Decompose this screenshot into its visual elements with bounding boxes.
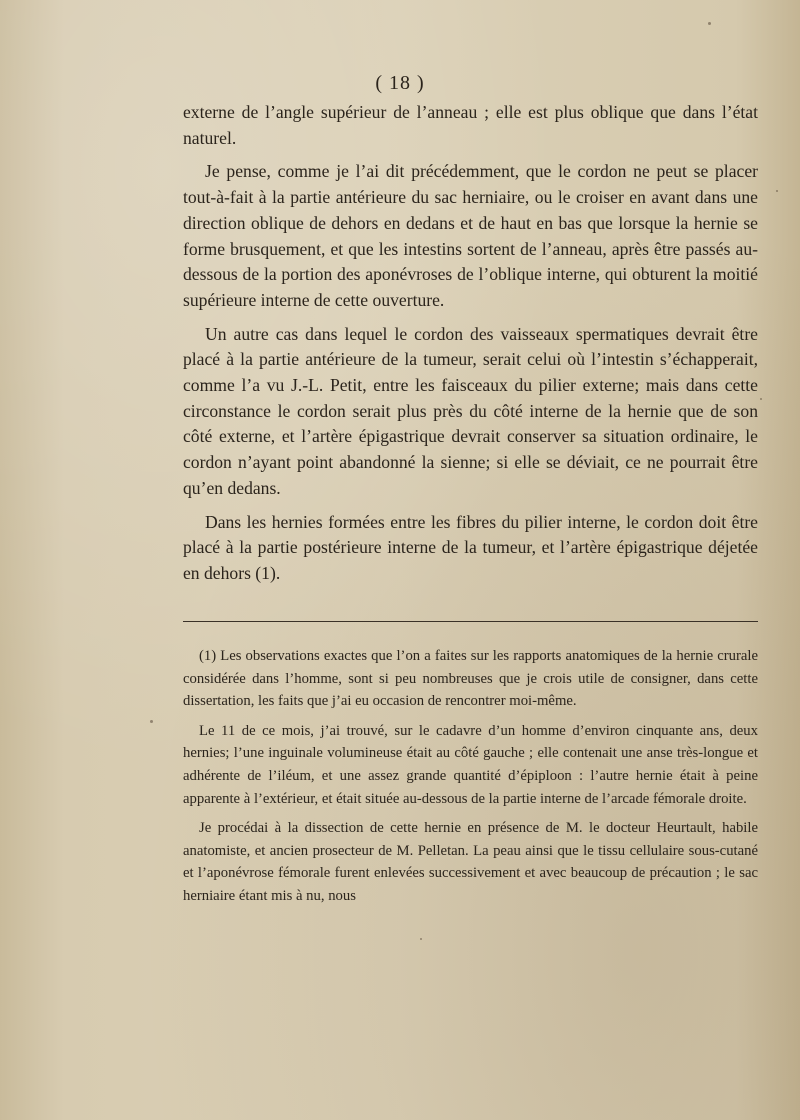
- paper-speck: [760, 398, 762, 400]
- paper-speck: [150, 720, 153, 723]
- body-paragraph: externe de l’angle supérieur de l’anneau ; elle est plus oblique que dans l’état naturel.: [183, 102, 758, 148]
- footnote-paragraph: (1) Les observations exactes que l’on a faites sur les rapports anatomiques de la hernie crurale considérée dans l’homme, sont si peu nombreuses que je crois utile de consigner, dans cette dissertation, les faits que j’ai eu occasion de rencontrer moi-même.: [183, 648, 758, 710]
- body-paragraph: Je pense, comme je l’ai dit précédemment, que le cordon ne peut se placer tout-à-fait à la partie antérieure du sac herniaire, ou le croiser en avant dans une direction oblique de dehors en dedans et de haut en bas que lorsque la hernie se forme brusquement, et que les intestins sortent de l’anneau, après être passés au-dessous de la portion des aponévroses de l’oblique interne, qui obturent la moitié supérieure interne de cette ouverture.: [183, 161, 758, 310]
- footnote: [183, 645, 758, 908]
- paper-speck: [776, 190, 778, 192]
- paper-speck: [420, 938, 422, 940]
- footnote-paragraph: Je procédai à la dissection de cette hernie en présence de M. le docteur Heurtault, habile anatomiste, et ancien prosecteur de M. Pelletan. La peau ainsi que le tissu cellulaire sous-cutané et l’aponévrose fémorale furent enlevées successivement et avec beaucoup de précaution ; le sac herniaire étant mis à nu, nous: [183, 820, 758, 904]
- paper-speck: [708, 22, 711, 25]
- main-text: [183, 100, 758, 587]
- body-paragraph: Un autre cas dans lequel le cordon des vaisseaux spermatiques devrait être placé à la partie antérieure de la tumeur, serait celui où l’intestin s’échapperait, comme l’a vu J.-L. Petit, entre les faisceaux du pilier externe; mais dans cette circonstance le cordon serait plus près du côté interne de la hernie que de son côté externe, et l’artère épigastrique devrait conserver sa situation ordinaire, le cordon n’ayant point abandonné la sienne; si elle se déviait, ce ne pourrait être qu’en dedans.: [183, 323, 758, 498]
- page-number: ( 18 ): [375, 72, 425, 94]
- footnote-paragraph: Le 11 de ce mois, j’ai trouvé, sur le cadavre d’un homme d’environ cinquante ans, deux hernies; l’une inguinale volumineuse était au côté gauche ; elle contenait une anse très-longue et adhérente de l’iléum, et une assez grande quantité d’épiploon : l’autre hernie était à peine apparente à l’extérieur, et était située au-dessous de la partie interne de l’arcade fémorale droite.: [183, 722, 758, 807]
- body-paragraph: Dans les hernies formées entre les fibres du pilier interne, le cordon doit être placé à la partie postérieure interne de la tumeur, et l’artère épigastrique déjetée en dehors (1).: [183, 511, 758, 583]
- footnote-separator: [183, 621, 758, 622]
